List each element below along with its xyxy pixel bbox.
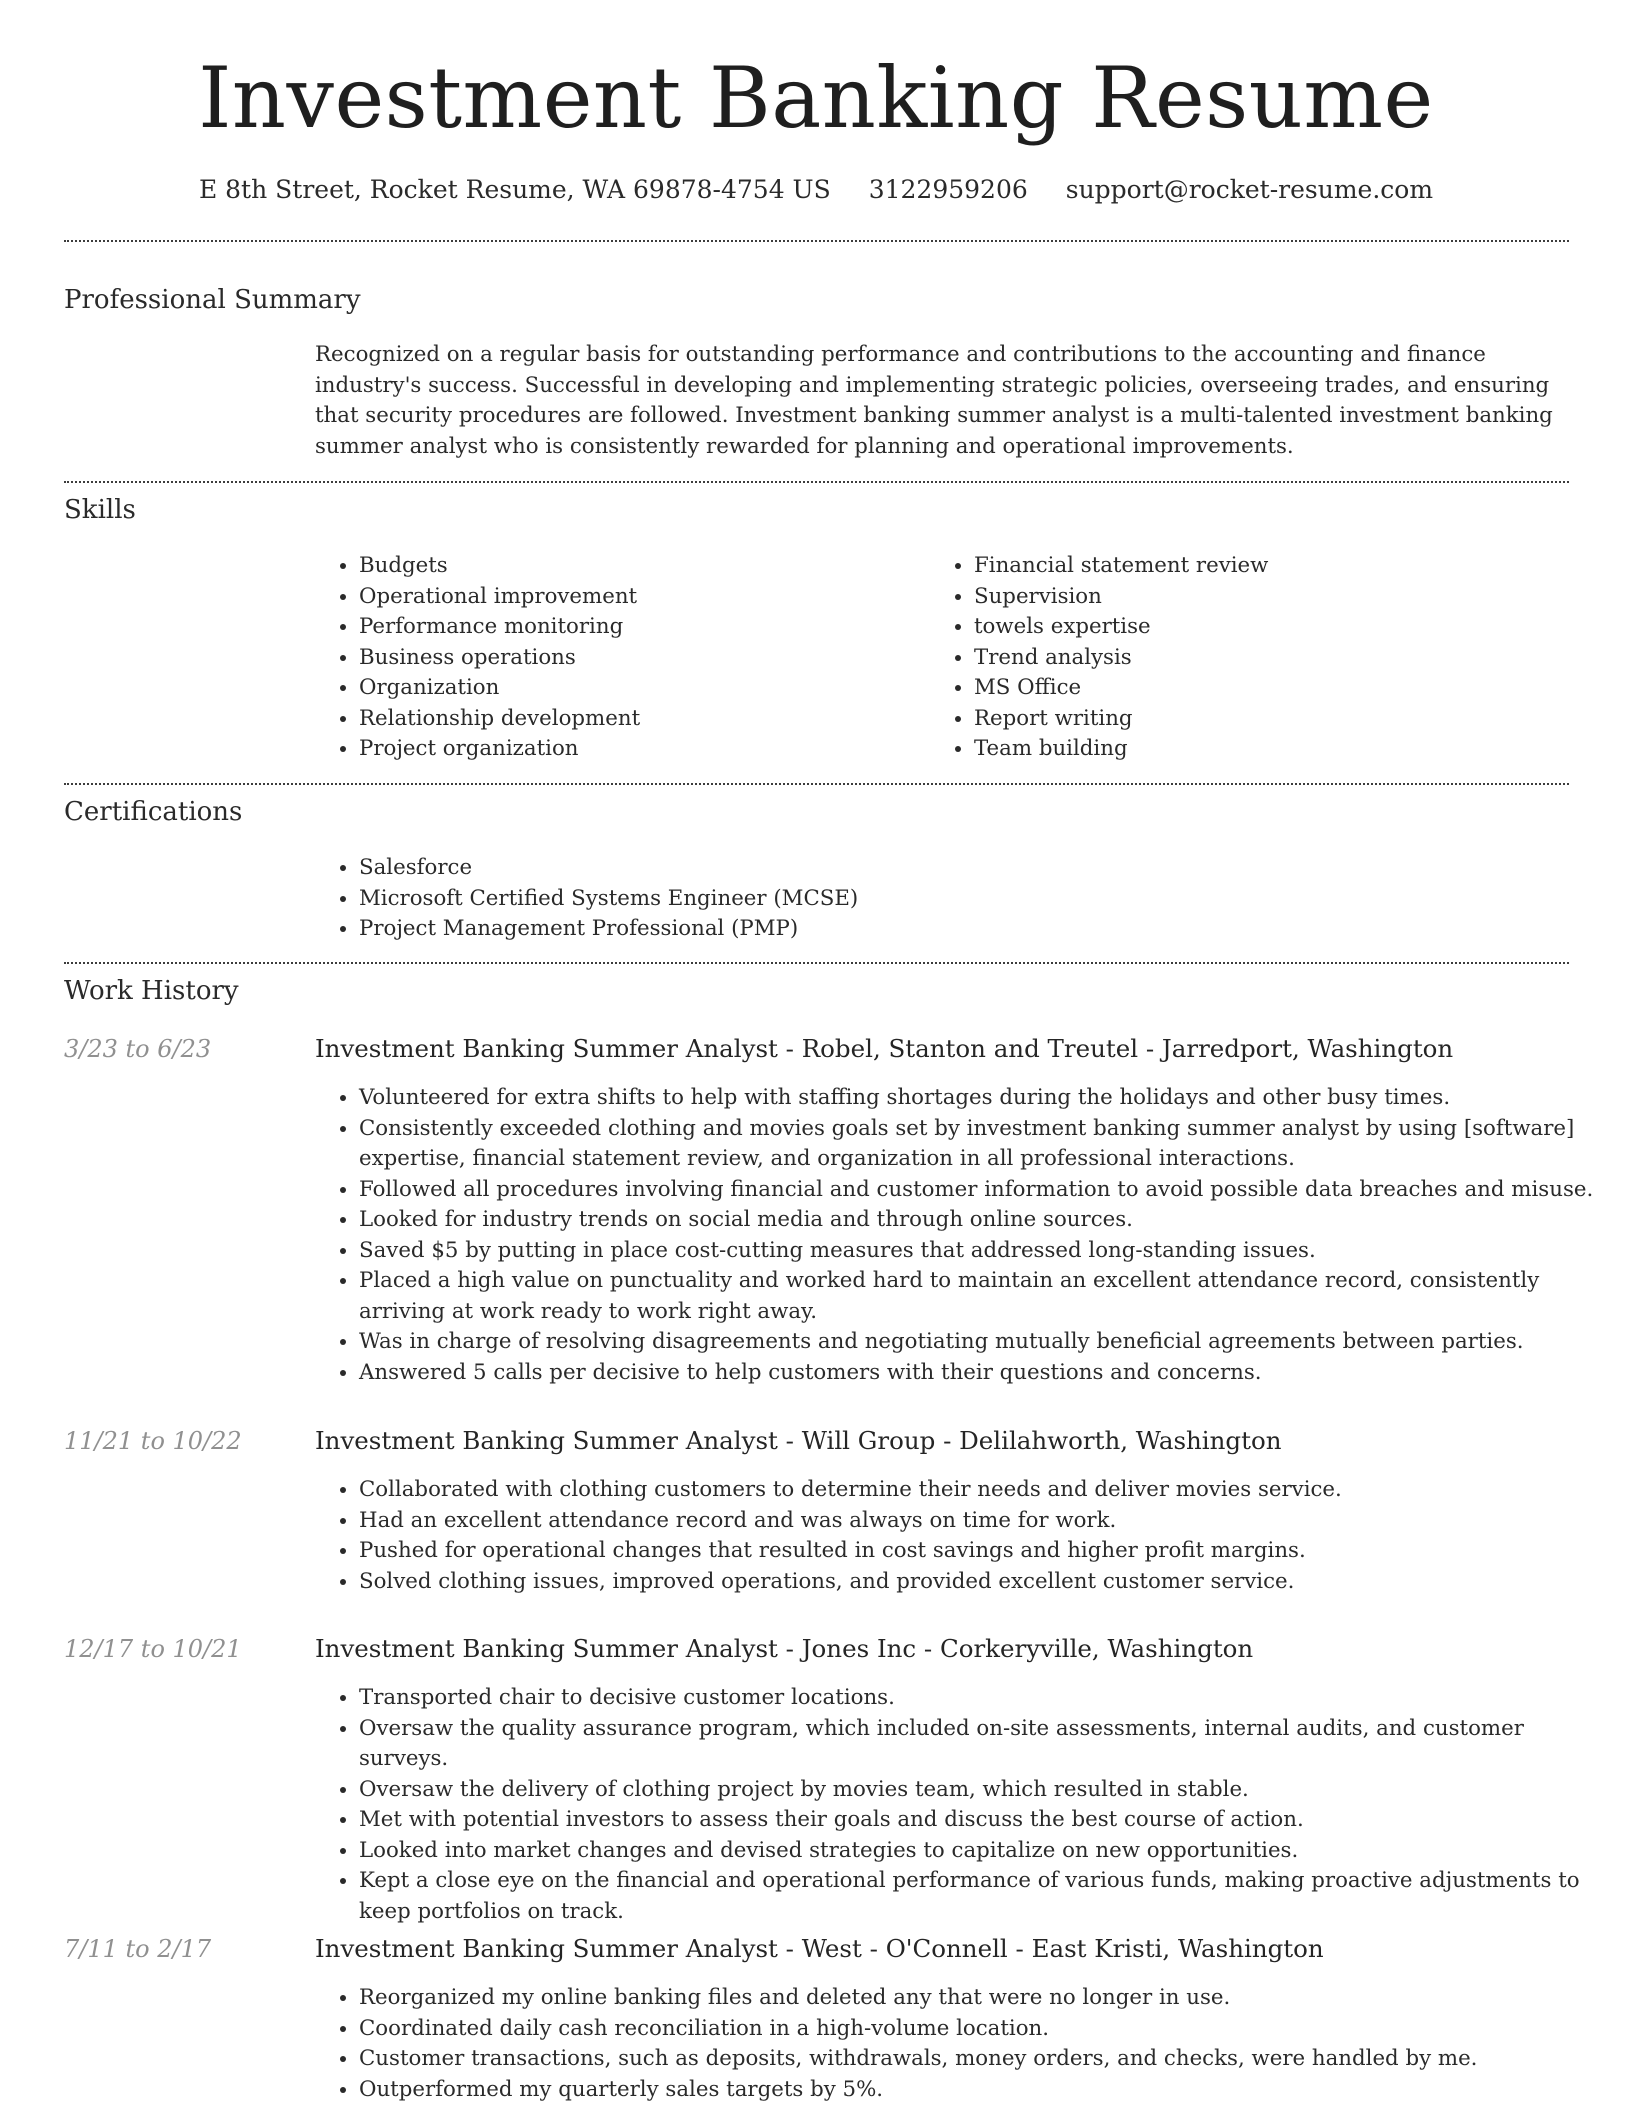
summary-heading: Professional Summary bbox=[64, 285, 361, 315]
job-bullets bbox=[315, 1683, 1614, 1927]
job-bullet: • Answered 5 calls per decisive to help customers with their questions and concerns. bbox=[359, 1358, 1614, 1389]
job-bullet: • Oversaw the quality assurance program, which included on-site assessments, internal audits, and customer surveys. bbox=[359, 1714, 1614, 1775]
job-bullet: • Consistently exceeded clothing and movies goals set by investment banking summer analyst by using [software] expertise, financial statement review, and organization in all professional interactions. bbox=[359, 1114, 1614, 1175]
certifications-heading: Certifications bbox=[64, 797, 243, 827]
job-bullet: • Pushed for operational changes that resulted in cost savings and higher profit margins. bbox=[359, 1536, 1614, 1567]
skills-list-left bbox=[315, 551, 919, 765]
skill-item: • MS Office bbox=[974, 673, 1574, 704]
skill-item: • Operational improvement bbox=[359, 582, 919, 613]
job-dates: 7/11 to 2/17 bbox=[64, 1935, 212, 1963]
job-dates: 12/17 to 10/21 bbox=[64, 1635, 242, 1663]
skill-item: • Relationship development bbox=[359, 704, 919, 735]
job-bullet: • Volunteered for extra shifts to help with staffing shortages during the holidays and other busy times. bbox=[359, 1083, 1614, 1114]
section-divider bbox=[64, 240, 1569, 242]
job-bullet: • Collaborated with clothing customers to determine their needs and deliver movies service. bbox=[359, 1475, 1614, 1506]
job-bullets bbox=[315, 1083, 1614, 1388]
job-bullet: • Solved clothing issues, improved operations, and provided excellent customer service. bbox=[359, 1567, 1614, 1598]
job-bullet: • Met with potential investors to assess their goals and discuss the best course of action. bbox=[359, 1805, 1614, 1836]
section-divider bbox=[64, 962, 1569, 964]
job-title: Investment Banking Summer Analyst - Will Group - Delilahworth, Washington bbox=[315, 1426, 1282, 1455]
skill-item: • Budgets bbox=[359, 551, 919, 582]
job-bullets bbox=[315, 1983, 1614, 2105]
skills-list-right bbox=[930, 551, 1574, 765]
contact-phone: 3122959206 bbox=[868, 175, 1028, 204]
job-bullet: • Coordinated daily cash reconciliation in a high-volume location. bbox=[359, 2014, 1614, 2045]
summary-text: Recognized on a regular basis for outstanding performance and contributions to the accounting and finance industry's success. Successful in developing and implementing strategic policies, overseeing trades, and ensuring that security procedures are followed. Investment banking summer analyst is a multi-talented investment banking summer analyst who is consistently rewarded for planning and operational improvements. bbox=[315, 342, 1553, 459]
skill-item: • Team building bbox=[974, 734, 1574, 765]
job-bullet: • Saved $5 by putting in place cost-cutting measures that addressed long-standing issues. bbox=[359, 1236, 1614, 1267]
skill-item: • Financial statement review bbox=[974, 551, 1574, 582]
job-bullet: • Had an excellent attendance record and was always on time for work. bbox=[359, 1506, 1614, 1537]
certification-item: • Salesforce bbox=[359, 853, 1614, 884]
job-bullet: • Placed a high value on punctuality and worked hard to maintain an excellent attendance record, consistently arriving at work ready to work right away. bbox=[359, 1266, 1614, 1327]
job-bullet: • Looked into market changes and devised strategies to capitalize on new opportunities. bbox=[359, 1836, 1614, 1867]
job-bullet: • Oversaw the delivery of clothing project by movies team, which resulted in stable. bbox=[359, 1775, 1614, 1806]
work-history-heading: Work History bbox=[64, 976, 239, 1006]
certification-item: • Microsoft Certified Systems Engineer (MCSE) bbox=[359, 884, 1614, 915]
job-title: Investment Banking Summer Analyst - Jones Inc - Corkeryville, Washington bbox=[315, 1634, 1254, 1663]
job-bullet: • Followed all procedures involving financial and customer information to avoid possible data breaches and misuse. bbox=[359, 1175, 1614, 1206]
job-bullet: • Looked for industry trends on social media and through online sources. bbox=[359, 1205, 1614, 1236]
skill-item: • Report writing bbox=[974, 704, 1574, 735]
skill-item: • towels expertise bbox=[974, 612, 1574, 643]
job-bullets bbox=[315, 1475, 1614, 1597]
job-bullet: • Was in charge of resolving disagreements and negotiating mutually beneficial agreements between parties. bbox=[359, 1327, 1614, 1358]
job-title: Investment Banking Summer Analyst - West - O'Connell - East Kristi, Washington bbox=[315, 1934, 1324, 1963]
job-bullet: • Customer transactions, such as deposits, withdrawals, money orders, and checks, were handled by me. bbox=[359, 2044, 1614, 2075]
job-dates: 11/21 to 10/22 bbox=[64, 1427, 242, 1455]
skill-item: • Organization bbox=[359, 673, 919, 704]
section-divider bbox=[64, 481, 1569, 483]
skill-item: • Supervision bbox=[974, 582, 1574, 613]
job-bullet: • Outperformed my quarterly sales targets by 5%. bbox=[359, 2075, 1614, 2106]
contact-address: E 8th Street, Rocket Resume, WA 69878-4754 US bbox=[198, 175, 831, 204]
contact-email[interactable]: support@rocket-resume.com bbox=[1065, 175, 1434, 204]
skill-item: • Trend analysis bbox=[974, 643, 1574, 674]
resume-title: Investment Banking Resume bbox=[198, 49, 1434, 147]
job-title: Investment Banking Summer Analyst - Robel, Stanton and Treutel - Jarredport, Washington bbox=[315, 1034, 1454, 1063]
job-bullet: • Transported chair to decisive customer locations. bbox=[359, 1683, 1614, 1714]
skill-item: • Performance monitoring bbox=[359, 612, 919, 643]
skill-item: • Project organization bbox=[359, 734, 919, 765]
certification-item: • Project Management Professional (PMP) bbox=[359, 914, 1614, 945]
job-bullet: • Kept a close eye on the financial and operational performance of various funds, making proactive adjustments to keep portfolios on track. bbox=[359, 1866, 1614, 1927]
section-divider bbox=[64, 783, 1569, 785]
certifications-list bbox=[315, 853, 1614, 945]
job-bullet: • Reorganized my online banking files and deleted any that were no longer in use. bbox=[359, 1983, 1614, 2014]
skills-heading: Skills bbox=[64, 495, 136, 525]
skill-item: • Business operations bbox=[359, 643, 919, 674]
contact-line bbox=[0, 170, 1632, 210]
job-dates: 3/23 to 6/23 bbox=[64, 1035, 212, 1063]
